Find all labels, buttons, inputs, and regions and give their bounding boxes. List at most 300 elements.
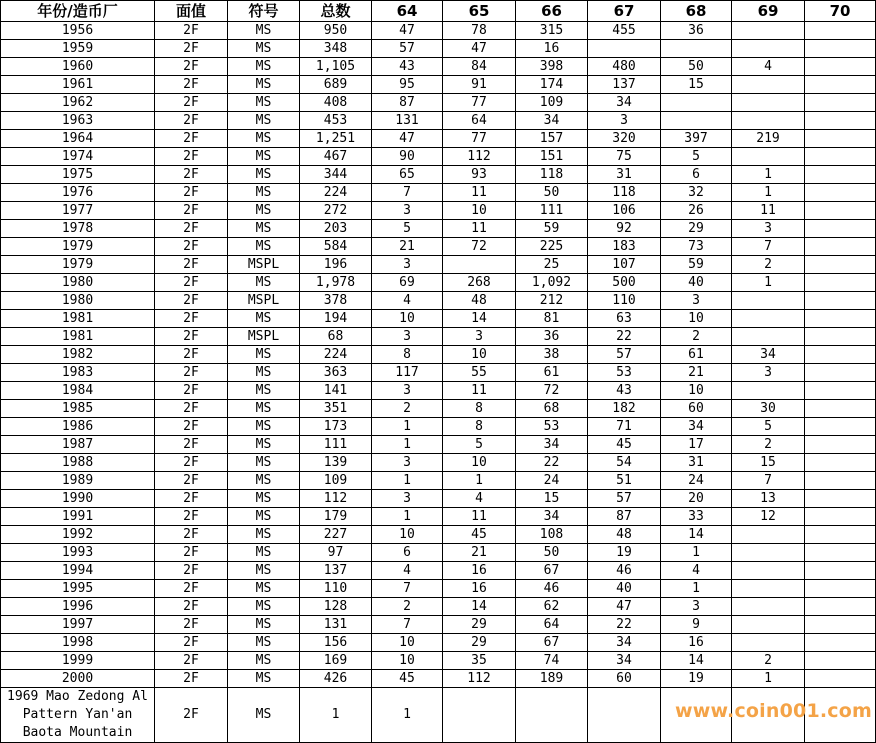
cell-grade-67: 53 — [588, 364, 661, 382]
col-header-grade-70: 70 — [805, 1, 876, 22]
cell-denomination: 2F — [155, 166, 228, 184]
cell-year: 1981 — [1, 328, 155, 346]
cell-designation: MSPL — [228, 256, 300, 274]
cell-year: 1990 — [1, 490, 155, 508]
cell-grade-66: 315 — [516, 22, 588, 40]
cell-designation: MS — [228, 184, 300, 202]
cell-grade-67: 57 — [588, 490, 661, 508]
table-row — [1, 346, 876, 364]
cell-grade-65: 29 — [443, 616, 516, 634]
cell-grade-65: 21 — [443, 544, 516, 562]
cell-grade-66: 109 — [516, 94, 588, 112]
cell-total: 128 — [300, 598, 372, 616]
table-row — [1, 670, 876, 688]
cell-grade-64: 10 — [372, 310, 443, 328]
cell-grade-69 — [732, 598, 805, 616]
cell-grade-70 — [805, 490, 876, 508]
cell-total: 156 — [300, 634, 372, 652]
cell-designation: MS — [228, 94, 300, 112]
cell-year: 1991 — [1, 508, 155, 526]
cell-grade-70 — [805, 22, 876, 40]
cell-designation: MS — [228, 436, 300, 454]
cell-year: 1979 — [1, 256, 155, 274]
cell-year: 1998 — [1, 634, 155, 652]
col-header-grade-69: 69 — [732, 1, 805, 22]
cell-grade-69 — [732, 544, 805, 562]
cell-year: 1959 — [1, 40, 155, 58]
cell-grade-65: 77 — [443, 130, 516, 148]
table-row — [1, 436, 876, 454]
table-row — [1, 148, 876, 166]
cell-year: 1999 — [1, 652, 155, 670]
cell-grade-70 — [805, 58, 876, 76]
cell-grade-70 — [805, 346, 876, 364]
cell-grade-69: 7 — [732, 472, 805, 490]
cell-total: 179 — [300, 508, 372, 526]
cell-grade-69: 13 — [732, 490, 805, 508]
cell-grade-65: 11 — [443, 184, 516, 202]
cell-grade-64: 1 — [372, 688, 443, 743]
cell-grade-64: 21 — [372, 238, 443, 256]
cell-grade-64: 10 — [372, 634, 443, 652]
cell-total: 139 — [300, 454, 372, 472]
cell-total: 408 — [300, 94, 372, 112]
cell-grade-69 — [732, 616, 805, 634]
cell-grade-66 — [516, 688, 588, 743]
cell-year: 1976 — [1, 184, 155, 202]
cell-grade-68: 32 — [661, 184, 732, 202]
cell-grade-64: 87 — [372, 94, 443, 112]
cell-denomination: 2F — [155, 328, 228, 346]
col-header-grade-66: 66 — [516, 1, 588, 22]
cell-grade-70 — [805, 580, 876, 598]
cell-grade-64: 131 — [372, 112, 443, 130]
cell-grade-70 — [805, 238, 876, 256]
cell-grade-70 — [805, 670, 876, 688]
cell-grade-64: 2 — [372, 400, 443, 418]
table-row — [1, 220, 876, 238]
cell-grade-67: 320 — [588, 130, 661, 148]
cell-grade-65 — [443, 256, 516, 274]
cell-grade-65: 112 — [443, 148, 516, 166]
cell-grade-64: 6 — [372, 544, 443, 562]
cell-denomination: 2F — [155, 238, 228, 256]
cell-year: 1987 — [1, 436, 155, 454]
cell-total: 344 — [300, 166, 372, 184]
cell-grade-65: 11 — [443, 382, 516, 400]
cell-denomination: 2F — [155, 454, 228, 472]
cell-grade-69: 12 — [732, 508, 805, 526]
cell-grade-70 — [805, 616, 876, 634]
cell-denomination: 2F — [155, 508, 228, 526]
table-row — [1, 364, 876, 382]
cell-designation: MS — [228, 616, 300, 634]
cell-grade-64: 2 — [372, 598, 443, 616]
cell-grade-64: 47 — [372, 22, 443, 40]
cell-grade-64: 3 — [372, 382, 443, 400]
cell-designation: MS — [228, 490, 300, 508]
cell-denomination: 2F — [155, 418, 228, 436]
cell-year: 1980 — [1, 274, 155, 292]
cell-grade-67: 480 — [588, 58, 661, 76]
cell-grade-67 — [588, 688, 661, 743]
cell-denomination: 2F — [155, 76, 228, 94]
cell-total: 68 — [300, 328, 372, 346]
cell-denomination: 2F — [155, 94, 228, 112]
cell-total: 173 — [300, 418, 372, 436]
cell-total: 426 — [300, 670, 372, 688]
cell-total: 272 — [300, 202, 372, 220]
table-row — [1, 40, 876, 58]
cell-grade-68: 397 — [661, 130, 732, 148]
cell-grade-64: 7 — [372, 580, 443, 598]
cell-grade-66: 398 — [516, 58, 588, 76]
cell-grade-65: 55 — [443, 364, 516, 382]
cell-grade-69: 11 — [732, 202, 805, 220]
cell-grade-64: 3 — [372, 454, 443, 472]
cell-grade-69: 1 — [732, 670, 805, 688]
cell-total: 196 — [300, 256, 372, 274]
cell-grade-68 — [661, 112, 732, 130]
cell-grade-67: 60 — [588, 670, 661, 688]
cell-grade-69: 1 — [732, 274, 805, 292]
cell-designation: MS — [228, 598, 300, 616]
cell-designation: MS — [228, 688, 300, 743]
col-header-grade-68: 68 — [661, 1, 732, 22]
cell-grade-64: 1 — [372, 472, 443, 490]
cell-grade-68: 61 — [661, 346, 732, 364]
cell-year: 1986 — [1, 418, 155, 436]
cell-grade-69: 3 — [732, 364, 805, 382]
cell-grade-67: 19 — [588, 544, 661, 562]
cell-grade-67 — [588, 40, 661, 58]
cell-grade-66: 118 — [516, 166, 588, 184]
cell-denomination: 2F — [155, 544, 228, 562]
cell-designation: MS — [228, 418, 300, 436]
cell-grade-64: 8 — [372, 346, 443, 364]
cell-grade-69: 34 — [732, 346, 805, 364]
cell-designation: MS — [228, 166, 300, 184]
cell-denomination: 2F — [155, 616, 228, 634]
cell-year: 1979 — [1, 238, 155, 256]
cell-year: 1980 — [1, 292, 155, 310]
cell-grade-65: 112 — [443, 670, 516, 688]
cell-grade-68: 20 — [661, 490, 732, 508]
table-row — [1, 238, 876, 256]
cell-denomination: 2F — [155, 274, 228, 292]
cell-grade-64: 1 — [372, 508, 443, 526]
cell-grade-65: 93 — [443, 166, 516, 184]
table-row — [1, 94, 876, 112]
cell-grade-68: 33 — [661, 508, 732, 526]
cell-grade-64: 117 — [372, 364, 443, 382]
cell-grade-69: 5 — [732, 418, 805, 436]
cell-grade-66: 50 — [516, 544, 588, 562]
cell-grade-65: 10 — [443, 454, 516, 472]
cell-total: 348 — [300, 40, 372, 58]
cell-total: 1,978 — [300, 274, 372, 292]
cell-grade-70 — [805, 634, 876, 652]
cell-grade-70 — [805, 562, 876, 580]
cell-grade-65: 3 — [443, 328, 516, 346]
cell-grade-70 — [805, 166, 876, 184]
cell-total: 131 — [300, 616, 372, 634]
cell-denomination: 2F — [155, 220, 228, 238]
cell-grade-70 — [805, 256, 876, 274]
cell-total: 1 — [300, 688, 372, 743]
cell-grade-66: 81 — [516, 310, 588, 328]
cell-denomination: 2F — [155, 652, 228, 670]
col-header-grade-65: 65 — [443, 1, 516, 22]
cell-grade-66: 50 — [516, 184, 588, 202]
cell-grade-65: 84 — [443, 58, 516, 76]
cell-grade-69 — [732, 526, 805, 544]
cell-grade-65: 4 — [443, 490, 516, 508]
cell-grade-70 — [805, 112, 876, 130]
table-row — [1, 490, 876, 508]
cell-total: 224 — [300, 346, 372, 364]
cell-grade-68: 36 — [661, 22, 732, 40]
cell-designation: MS — [228, 364, 300, 382]
cell-grade-65: 48 — [443, 292, 516, 310]
table-row — [1, 562, 876, 580]
col-header-grade-64: 64 — [372, 1, 443, 22]
table-row — [1, 310, 876, 328]
cell-grade-69: 1 — [732, 166, 805, 184]
cell-denomination: 2F — [155, 112, 228, 130]
cell-designation: MS — [228, 310, 300, 328]
cell-year: 1978 — [1, 220, 155, 238]
col-header-total: 总数 — [300, 1, 372, 22]
cell-grade-70 — [805, 418, 876, 436]
cell-denomination: 2F — [155, 148, 228, 166]
cell-grade-67: 34 — [588, 652, 661, 670]
cell-grade-67: 40 — [588, 580, 661, 598]
cell-year: 1960 — [1, 58, 155, 76]
cell-designation: MSPL — [228, 328, 300, 346]
cell-grade-67: 92 — [588, 220, 661, 238]
cell-grade-64: 57 — [372, 40, 443, 58]
cell-grade-65: 16 — [443, 580, 516, 598]
cell-grade-67: 54 — [588, 454, 661, 472]
cell-grade-65 — [443, 688, 516, 743]
cell-grade-68: 17 — [661, 436, 732, 454]
cell-year: 1974 — [1, 148, 155, 166]
cell-denomination: 2F — [155, 598, 228, 616]
cell-grade-69: 1 — [732, 184, 805, 202]
cell-grade-64: 65 — [372, 166, 443, 184]
cell-denomination: 2F — [155, 634, 228, 652]
cell-year: 1985 — [1, 400, 155, 418]
cell-grade-68: 2 — [661, 328, 732, 346]
cell-year: 1984 — [1, 382, 155, 400]
cell-grade-64: 10 — [372, 526, 443, 544]
cell-grade-69 — [732, 94, 805, 112]
cell-grade-64: 4 — [372, 292, 443, 310]
cell-grade-66: 34 — [516, 508, 588, 526]
cell-grade-67: 48 — [588, 526, 661, 544]
table-row — [1, 508, 876, 526]
cell-total: 203 — [300, 220, 372, 238]
cell-designation: MS — [228, 220, 300, 238]
cell-year: 1983 — [1, 364, 155, 382]
cell-grade-69 — [732, 76, 805, 94]
table-row — [1, 580, 876, 598]
cell-total: 109 — [300, 472, 372, 490]
cell-total: 141 — [300, 382, 372, 400]
cell-grade-68: 1 — [661, 544, 732, 562]
cell-designation: MS — [228, 400, 300, 418]
table-row — [1, 472, 876, 490]
cell-total: 1,251 — [300, 130, 372, 148]
cell-total: 378 — [300, 292, 372, 310]
cell-grade-64: 7 — [372, 616, 443, 634]
cell-grade-67: 57 — [588, 346, 661, 364]
cell-grade-68: 10 — [661, 382, 732, 400]
cell-year: 1956 — [1, 22, 155, 40]
cell-total: 584 — [300, 238, 372, 256]
cell-denomination: 2F — [155, 562, 228, 580]
table-row — [1, 292, 876, 310]
cell-designation: MS — [228, 76, 300, 94]
cell-grade-66: 64 — [516, 616, 588, 634]
cell-grade-69 — [732, 580, 805, 598]
cell-grade-67: 75 — [588, 148, 661, 166]
table-row — [1, 184, 876, 202]
table-row — [1, 454, 876, 472]
cell-total: 97 — [300, 544, 372, 562]
table-row — [1, 256, 876, 274]
cell-total: 111 — [300, 436, 372, 454]
cell-year: 1992 — [1, 526, 155, 544]
cell-year: 1993 — [1, 544, 155, 562]
cell-grade-69: 2 — [732, 256, 805, 274]
cell-grade-64: 43 — [372, 58, 443, 76]
cell-denomination: 2F — [155, 472, 228, 490]
cell-total: 227 — [300, 526, 372, 544]
header-row — [1, 1, 876, 22]
cell-grade-68: 19 — [661, 670, 732, 688]
cell-grade-65: 14 — [443, 310, 516, 328]
cell-grade-69: 4 — [732, 58, 805, 76]
cell-designation: MS — [228, 346, 300, 364]
cell-grade-68: 40 — [661, 274, 732, 292]
cell-grade-67: 31 — [588, 166, 661, 184]
table-row — [1, 22, 876, 40]
watermark: www.coin001.com — [675, 700, 873, 722]
cell-grade-65: 11 — [443, 220, 516, 238]
cell-denomination: 2F — [155, 526, 228, 544]
cell-grade-66: 53 — [516, 418, 588, 436]
cell-designation: MS — [228, 454, 300, 472]
cell-grade-68: 73 — [661, 238, 732, 256]
cell-designation: MS — [228, 58, 300, 76]
cell-grade-67: 22 — [588, 616, 661, 634]
cell-grade-66: 212 — [516, 292, 588, 310]
cell-grade-66: 157 — [516, 130, 588, 148]
cell-grade-66: 34 — [516, 112, 588, 130]
cell-grade-69 — [732, 292, 805, 310]
table-row — [1, 526, 876, 544]
cell-grade-65: 91 — [443, 76, 516, 94]
cell-designation: MS — [228, 112, 300, 130]
cell-grade-67: 22 — [588, 328, 661, 346]
cell-grade-70 — [805, 220, 876, 238]
cell-grade-70 — [805, 328, 876, 346]
table-row — [1, 382, 876, 400]
cell-grade-67: 118 — [588, 184, 661, 202]
cell-grade-70 — [805, 310, 876, 328]
cell-grade-68: 10 — [661, 310, 732, 328]
cell-total: 224 — [300, 184, 372, 202]
cell-denomination: 2F — [155, 292, 228, 310]
cell-grade-67: 71 — [588, 418, 661, 436]
cell-grade-68: 3 — [661, 292, 732, 310]
cell-grade-65: 47 — [443, 40, 516, 58]
table-row — [1, 634, 876, 652]
cell-grade-64: 7 — [372, 184, 443, 202]
cell-denomination: 2F — [155, 58, 228, 76]
cell-grade-68: 4 — [661, 562, 732, 580]
cell-grade-69: 219 — [732, 130, 805, 148]
cell-grade-65: 11 — [443, 508, 516, 526]
cell-grade-65: 77 — [443, 94, 516, 112]
cell-grade-66: 16 — [516, 40, 588, 58]
cell-grade-68: 16 — [661, 634, 732, 652]
cell-grade-64: 47 — [372, 130, 443, 148]
cell-grade-65: 8 — [443, 418, 516, 436]
cell-grade-67: 106 — [588, 202, 661, 220]
cell-grade-68: 31 — [661, 454, 732, 472]
cell-denomination: 2F — [155, 22, 228, 40]
cell-grade-69 — [732, 562, 805, 580]
cell-grade-70 — [805, 508, 876, 526]
table-row — [1, 166, 876, 184]
cell-grade-66: 189 — [516, 670, 588, 688]
cell-grade-66: 72 — [516, 382, 588, 400]
cell-grade-65: 35 — [443, 652, 516, 670]
col-header-designation: 符号 — [228, 1, 300, 22]
table-body — [1, 22, 876, 743]
cell-grade-67: 107 — [588, 256, 661, 274]
cell-grade-67: 43 — [588, 382, 661, 400]
cell-grade-69 — [732, 22, 805, 40]
cell-grade-66: 22 — [516, 454, 588, 472]
cell-grade-65: 16 — [443, 562, 516, 580]
cell-grade-67: 183 — [588, 238, 661, 256]
cell-grade-69: 2 — [732, 436, 805, 454]
cell-grade-70 — [805, 382, 876, 400]
table-row — [1, 328, 876, 346]
cell-total: 467 — [300, 148, 372, 166]
cell-grade-64: 3 — [372, 256, 443, 274]
cell-denomination: 2F — [155, 346, 228, 364]
cell-grade-70 — [805, 652, 876, 670]
cell-grade-67: 63 — [588, 310, 661, 328]
cell-grade-68: 14 — [661, 526, 732, 544]
cell-designation: MS — [228, 382, 300, 400]
col-header-year-mint: 年份/造币厂 — [1, 1, 155, 22]
cell-year: 1997 — [1, 616, 155, 634]
cell-grade-68: 6 — [661, 166, 732, 184]
cell-grade-66: 225 — [516, 238, 588, 256]
cell-grade-66: 108 — [516, 526, 588, 544]
table-row — [1, 598, 876, 616]
cell-grade-70 — [805, 292, 876, 310]
cell-grade-70 — [805, 436, 876, 454]
cell-grade-64: 3 — [372, 202, 443, 220]
cell-grade-68: 1 — [661, 580, 732, 598]
